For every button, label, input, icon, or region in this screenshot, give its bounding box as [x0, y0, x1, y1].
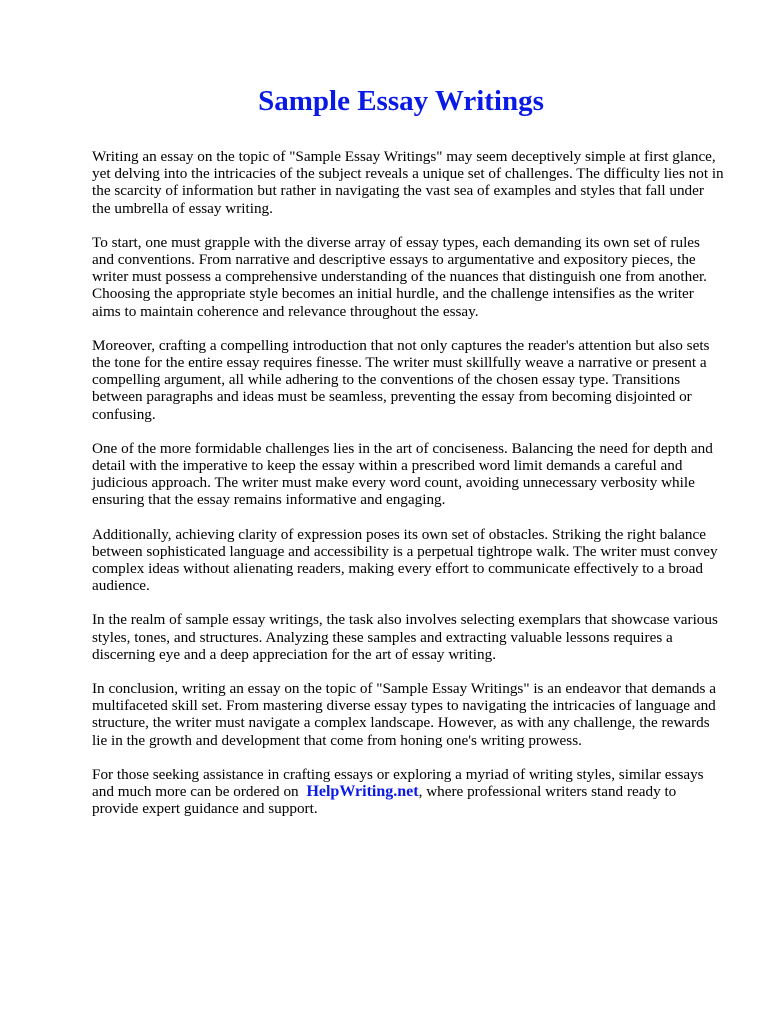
- paragraph-5: Additionally, achieving clarity of expression poses its own set of obstacles. Striking the right balance between sophisticated language and accessibility is a perpetual tightrope walk. The writer must convey complex ideas without alienating readers, making every effort to communicate effectively to a broad audience.: [92, 525, 718, 595]
- closing-paragraph: [92, 766, 724, 818]
- paragraph-6: In the realm of sample essay writings, the task also involves selecting exemplars that showcase various styles, tones, and structures. Analyzing these samples and extracting valuable lessons requires a discerning eye and a deep appreciation for the art of essay writing.: [92, 611, 718, 663]
- paragraph-3: Moreover, crafting a compelling introduction that not only captures the reader's attention but also sets the tone for the entire essay requires finesse. The writer must skillfully weave a narrative or present a compelling argument, all while adhering to the conventions of the chosen essay type. Transitions between paragraphs and ideas must be seamless, preventing the essay from becoming disjointed or confusing.: [92, 336, 710, 423]
- essay-body: [92, 148, 724, 818]
- closing-text-before-link: For those seeking assistance in crafting essays or exploring a myriad of writing styles, similar essays and much more can be ordered on: [92, 765, 704, 801]
- paragraph-4: One of the more formidable challenges lies in the art of conciseness. Balancing the need for depth and detail with the imperative to keep the essay within a prescribed word limit demands a careful and judicious approach. The writer must make every word count, avoiding unnecessary verbosity while ensuring that the essay remains informative and engaging.: [92, 439, 713, 509]
- paragraph-1: Writing an essay on the topic of "Sample Essay Writings" may seem deceptively simple at first glance, yet delving into the intricacies of the subject reveals a unique set of challenges. The difficulty lies not in the scarcity of information but rather in navigating the vast sea of examples and styles that fall under the umbrella of essay writing.: [92, 148, 724, 217]
- closing-text-after-link: , where professional writers stand ready to provide expert guidance and support.: [92, 783, 677, 818]
- helpwriting-link[interactable]: HelpWriting.net: [306, 783, 419, 801]
- paragraph-7: In conclusion, writing an essay on the topic of "Sample Essay Writings" is an endeavor that demands a multifaceted skill set. From mastering diverse essay types to navigating the intricacies of language and structure, the writer must navigate a complex landscape. However, as with any challenge, the rewards lie in the growth and development that come from honing one's writing prowess.: [92, 680, 716, 749]
- page-title: Sample Essay Writings: [258, 85, 544, 117]
- paragraph-2: To start, one must grapple with the diverse array of essay types, each demanding its own set of rules and conventions. From narrative and descriptive essays to argumentative and expository pieces, the writer must possess a comprehensive understanding of the nuances that distinguish one from another. Choosing the appropriate style becomes an initial hurdle, and the challenge intensifies as the writer aims to maintain coherence and relevance throughout the essay.: [92, 233, 707, 320]
